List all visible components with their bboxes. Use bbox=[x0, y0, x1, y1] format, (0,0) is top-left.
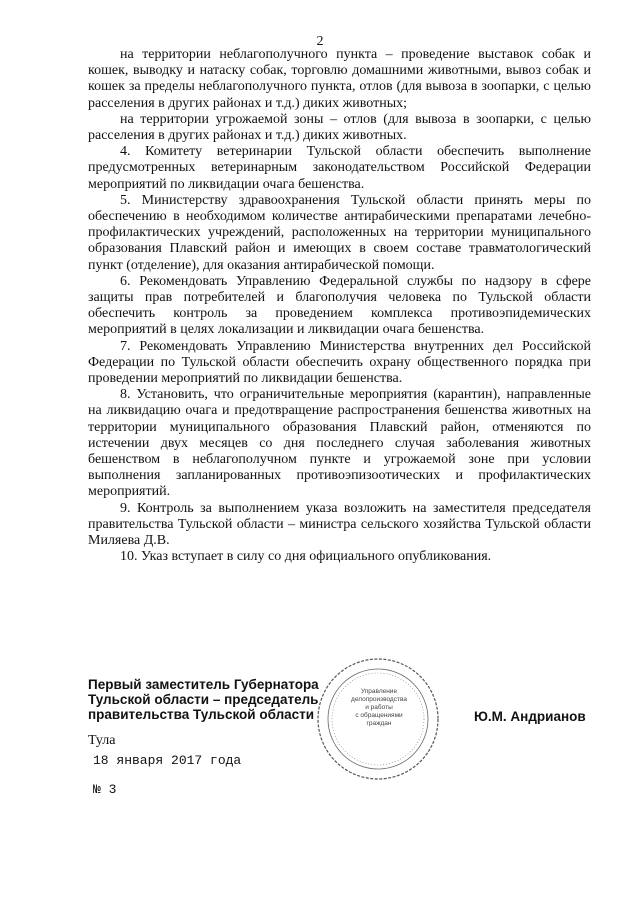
paragraph: 9. Контроль за выполнением указа возложить на заместителя председателя правительства Тульской области – министра сельского хозяйства Тульской области Миляева Д.В. bbox=[88, 500, 591, 549]
paragraph: 5. Министерству здравоохранения Тульской области принять меры по обеспечению в необходимом количестве антирабическими препаратами лечебно-профилактических учреждений, расположенных на территории муниципального образования Плавский район и имеющих в своем составе травматологический пункт (отделение), для оказания антирабической помощи. bbox=[88, 192, 591, 273]
seal-line: граждан bbox=[366, 720, 392, 727]
place: Тула bbox=[88, 733, 116, 748]
signatory-title-line: правительства Тульской области bbox=[88, 707, 315, 722]
paragraph: 6. Рекомендовать Управлению Федеральной службы по надзору в сфере защиты прав потребителей и благополучия человека по Тульской области обеспечить контроль за проведением комплекса противоэпидемических мероприятий в целях локализации и ликвидации очага бешенства. bbox=[88, 273, 591, 338]
document-number: № 3 bbox=[93, 782, 117, 797]
seal-line: делопроизводства bbox=[351, 696, 407, 703]
document-body bbox=[88, 47, 591, 566]
signatory-title-line: Тульской области – председатель bbox=[88, 692, 319, 707]
paragraph: на территории неблагополучного пункта – проведение выставок собак и кошек, выводку и натаску собак, торговлю домашними животными, вывоз собак и кошек за пределы неблагополучного пункта, отлов (для вывоза в зоопарки, с целью расселения в других районах и т.д.) диких животных; bbox=[88, 47, 591, 111]
seal-text bbox=[338, 688, 420, 728]
page-number: 2 bbox=[316, 34, 324, 49]
paragraph: 10. Указ вступает в силу со дня официального опубликования. bbox=[120, 549, 492, 565]
paragraph: 7. Рекомендовать Управлению Министерства внутренних дел Российской Федерации по Тульской области обеспечить охрану общественного порядка при проведении мероприятий по ликвидации бешенства. bbox=[88, 338, 591, 387]
seal-line: и работы bbox=[365, 704, 393, 711]
seal-line: Управление bbox=[360, 688, 398, 695]
document-date: 18 января 2017 года bbox=[93, 753, 242, 768]
signatory-name: Ю.М. Андрианов bbox=[474, 709, 586, 724]
paragraph: 4. Комитету ветеринарии Тульской области обеспечить выполнение предусмотренных ветеринарным законодательством Российской Федерации мероприятий по ликвидации очага бешенства. bbox=[88, 144, 591, 192]
signatory-title bbox=[88, 677, 319, 722]
signatory-title-line: Первый заместитель Губернатора bbox=[88, 677, 319, 692]
paragraph: на территории угрожаемой зоны – отлов (для вывоза в зоопарки, с целью расселения в других районах и т.д.) диких животных. bbox=[88, 111, 591, 144]
paragraph: 8. Установить, что ограничительные мероприятия (карантин), направленные на ликвидацию очага и предотвращение распространения бешенства животных на территории муниципального образования Плавский район, отменяются по истечении двух месяцев со дня последнего случая заболевания животных бешенством в неблагополучном пункте и угрожаемой зоне при условии выполнения запланированных противоэпизоотических и профилактических мероприятий. bbox=[88, 387, 591, 500]
seal-line: с обращениями bbox=[355, 712, 403, 719]
